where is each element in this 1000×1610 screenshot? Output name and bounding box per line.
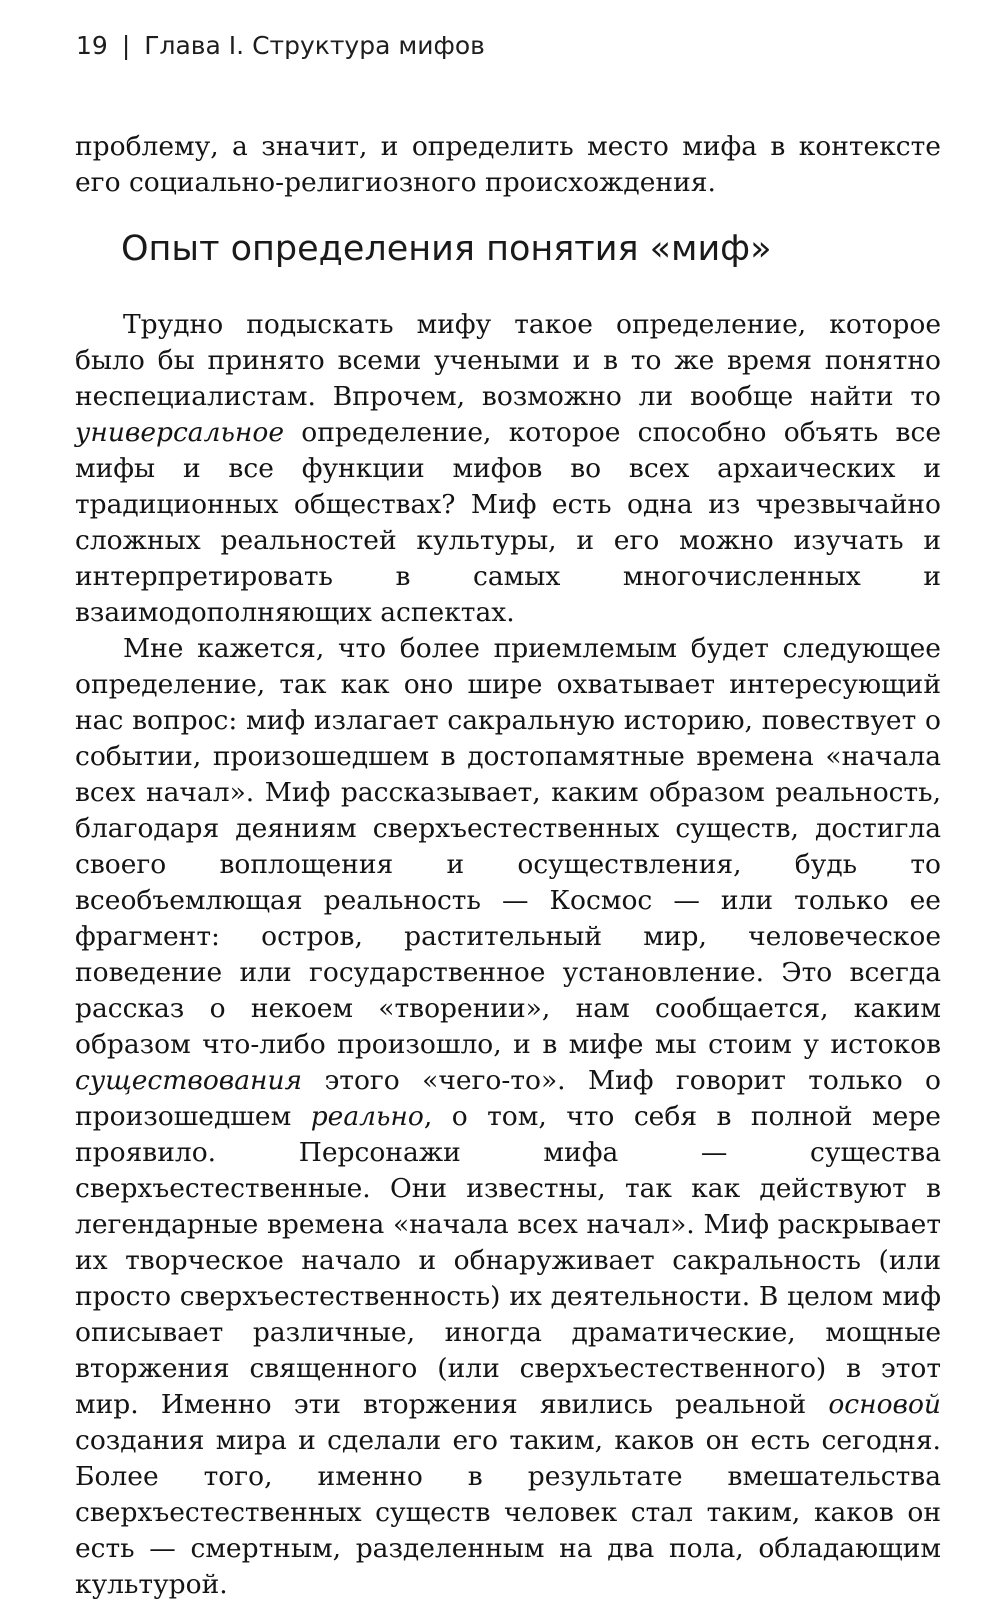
- paragraph-1: [75, 307, 941, 631]
- paragraph-1-part-2: определение, которое способно объять все мифы и все функции мифов во всех архаических и традиционных обществах? Миф есть одна из чрезвычайно сложных реальностей культуры, и его можно изучать и интерпретировать в самых многочисленных и взаимодополняющих аспектах.: [75, 417, 941, 628]
- paragraph-2-emphasis-2: реально: [310, 1101, 424, 1132]
- header-separator: |: [121, 31, 131, 60]
- paragraph-2-part-4: создания мира и сделали его таким, каков он есть сегодня. Более того, именно в результате вмешательства сверхъестественных существ человек стал таким, каков он есть — смертным, разделенным на два пола, обладающим культурой.: [75, 1425, 941, 1600]
- paragraph-1-part-1: Трудно подыскать мифу такое определение, которое было бы принято всеми учеными и в то же время понятно неспециалистам. Впрочем, возможно ли вообще найти то: [75, 309, 941, 412]
- running-header: [76, 28, 485, 64]
- section-heading: Опыт определения понятия «миф»: [121, 229, 772, 269]
- paragraph-2: [75, 631, 941, 1603]
- lead-paragraph: проблему, а значит, и определить место мифа в контексте его социально-религиозного происхождения.: [75, 131, 941, 198]
- paragraph-1-emphasis-1: универсальное: [75, 417, 284, 448]
- paragraph-2-emphasis-3: основой: [828, 1389, 941, 1420]
- paragraph-2-emphasis-1: существования: [75, 1065, 303, 1096]
- page-number: 19: [76, 31, 108, 60]
- paragraph-2-part-2: этого «чего-то». Миф говорит только о произошедшем: [75, 1065, 941, 1132]
- paragraph-2-part-3: , о том, что себя в полной мере проявило. Персонажи мифа — существа сверхъестественные. Они известны, так как действуют в легендарные времена «начала всех начал». Миф раскрывает их творческое начало и обнаруживает сакральность (или просто сверхъестественность) их деятельности. В целом миф описывает различные, иногда драматические, мощные вторжения священного (или сверхъестественного) в этот мир. Именно эти вторжения явились реальной: [75, 1101, 941, 1420]
- chapter-title: Глава I. Структура мифов: [144, 31, 485, 60]
- paragraph-2-part-1: Мне кажется, что более приемлемым будет следующее определение, так как оно шире охватывает интересующий нас вопрос: миф излагает сакральную историю, повествует о событии, произошедшем в достопамятные времена «начала всех начал». Миф рассказывает, каким образом реальность, благодаря деяниям сверхъестественных существ, достигла своего воплощения и осуществления, будь то всеобъемлющая реальность — Космос — или только ее фрагмент: остров, растительный мир, человеческое поведение или государственное установление. Это всегда рассказ о некоем «творении», нам сообщается, каким образом что-либо произошло, и в мифе мы стоим у истоков: [75, 633, 941, 1060]
- main-text: [75, 307, 941, 1603]
